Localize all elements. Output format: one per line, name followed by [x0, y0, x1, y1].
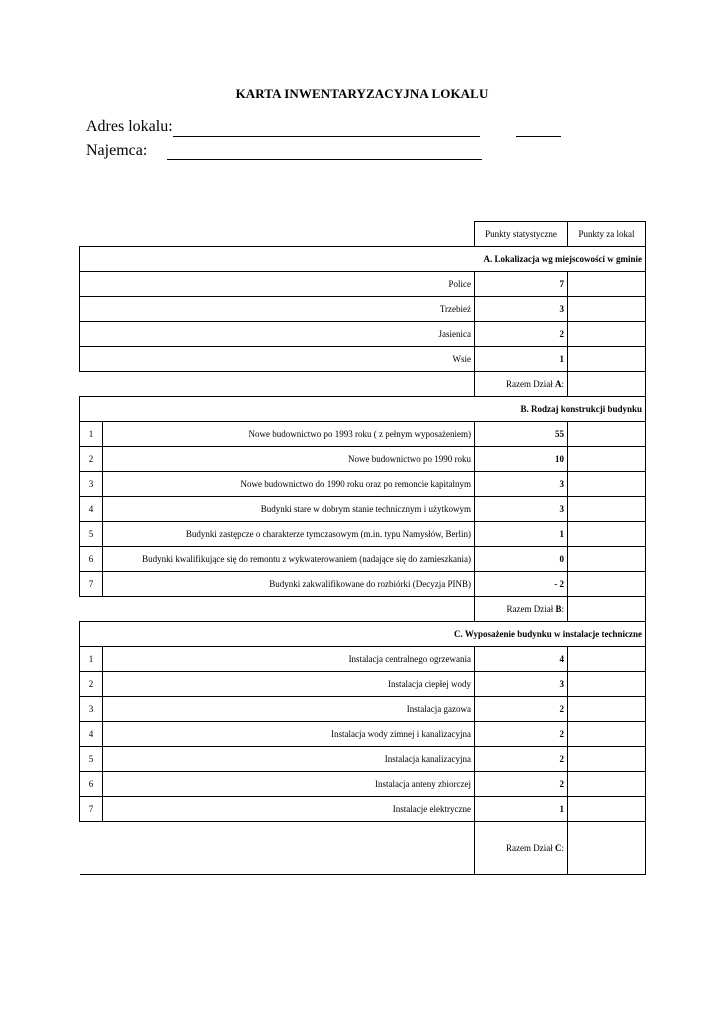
address-label: Adres lokalu: [86, 118, 173, 135]
section-c-title: C. Wyposażenie budynku w instalacje techniczne [80, 622, 646, 647]
table-row [80, 497, 646, 522]
table-row [80, 297, 646, 322]
row-points: 55 [475, 422, 568, 447]
row-unit-points-cell[interactable] [568, 347, 646, 372]
section-a-header [80, 247, 646, 272]
table-row [80, 722, 646, 747]
table-row [80, 422, 646, 447]
section-c-sum-cell[interactable] [568, 822, 646, 875]
row-unit-points-cell[interactable] [568, 672, 646, 697]
table-row [80, 647, 646, 672]
row-points: 2 [475, 322, 568, 347]
row-points: 3 [475, 672, 568, 697]
table-row [80, 797, 646, 822]
row-label: Instalacja centralnego ogrzewania [103, 647, 475, 672]
section-a-sum-label: Razem Dział A: [475, 372, 568, 397]
row-points: 2 [475, 747, 568, 772]
row-points: 3 [475, 497, 568, 522]
row-points: 2 [475, 772, 568, 797]
row-points: 3 [475, 472, 568, 497]
row-points: 1 [475, 797, 568, 822]
row-points: 1 [475, 522, 568, 547]
table-row [80, 472, 646, 497]
row-number: 6 [80, 547, 103, 572]
row-label: Budynki stare w dobrym stanie technicznym i użytkowym [103, 497, 475, 522]
row-label: Instalacja kanalizacyjna [103, 747, 475, 772]
row-points: 0 [475, 547, 568, 572]
row-points: 2 [475, 697, 568, 722]
row-number: 1 [80, 647, 103, 672]
address-number-input-line[interactable] [516, 136, 561, 137]
row-label: Budynki kwalifikujące się do remontu z wykwaterowaniem (nadające się do zamieszkania) [103, 547, 475, 572]
row-unit-points-cell[interactable] [568, 647, 646, 672]
header-unit-points: Punkty za lokal [568, 222, 646, 247]
sum-spacer [80, 822, 475, 875]
row-unit-points-cell[interactable] [568, 447, 646, 472]
row-label: Nowe budownictwo po 1993 roku ( z pełnym wyposażeniem) [103, 422, 475, 447]
tenant-label: Najemca: [86, 142, 148, 159]
row-number: 3 [80, 697, 103, 722]
tenant-input-line[interactable] [167, 159, 482, 160]
inventory-table [79, 221, 646, 875]
row-unit-points-cell[interactable] [568, 697, 646, 722]
table-row [80, 672, 646, 697]
row-points: 3 [475, 297, 568, 322]
table-row [80, 772, 646, 797]
section-b-sum-cell[interactable] [568, 597, 646, 622]
row-label: Police [80, 272, 475, 297]
section-c-sum-row [80, 822, 646, 875]
row-label: Instalacja gazowa [103, 697, 475, 722]
table-header-row [80, 222, 646, 247]
row-label: Instalacje elektryczne [103, 797, 475, 822]
section-c-header [80, 622, 646, 647]
row-unit-points-cell[interactable] [568, 547, 646, 572]
section-b-header [80, 397, 646, 422]
row-label: Budynki zastępcze o charakterze tymczasowym (m.in. typu Namysłów, Berlin) [103, 522, 475, 547]
form-title: KARTA INWENTARYZACYJNA LOKALU [235, 86, 489, 101]
row-label: Nowe budownictwo do 1990 roku oraz po remoncie kapitalnym [103, 472, 475, 497]
row-points: - 2 [475, 572, 568, 597]
row-label: Trzebież [80, 297, 475, 322]
row-number: 1 [80, 422, 103, 447]
row-number: 4 [80, 497, 103, 522]
row-label: Nowe budownictwo po 1990 roku [103, 447, 475, 472]
table-row [80, 322, 646, 347]
row-number: 7 [80, 797, 103, 822]
section-b-sum-label: Razem Dział B: [475, 597, 568, 622]
section-b-title: B. Rodzaj konstrukcji budynku [80, 397, 646, 422]
sum-spacer [80, 372, 475, 397]
row-unit-points-cell[interactable] [568, 572, 646, 597]
row-unit-points-cell[interactable] [568, 422, 646, 447]
section-b-sum-row [80, 597, 646, 622]
row-number: 5 [80, 522, 103, 547]
row-unit-points-cell[interactable] [568, 772, 646, 797]
row-points: 2 [475, 722, 568, 747]
row-number: 5 [80, 747, 103, 772]
row-unit-points-cell[interactable] [568, 322, 646, 347]
address-input-line[interactable] [173, 136, 480, 137]
row-number: 4 [80, 722, 103, 747]
table-row [80, 347, 646, 372]
row-label: Instalacja anteny zbiorczej [103, 772, 475, 797]
table-row [80, 522, 646, 547]
section-a-sum-row [80, 372, 646, 397]
row-label: Instalacja wody zimnej i kanalizacyjna [103, 722, 475, 747]
table-row [80, 747, 646, 772]
section-a-title: A. Lokalizacja wg miejscowości w gminie [80, 247, 646, 272]
row-points: 1 [475, 347, 568, 372]
row-unit-points-cell[interactable] [568, 747, 646, 772]
row-label: Wsie [80, 347, 475, 372]
row-points: 4 [475, 647, 568, 672]
row-number: 7 [80, 572, 103, 597]
row-unit-points-cell[interactable] [568, 297, 646, 322]
row-unit-points-cell[interactable] [568, 472, 646, 497]
section-c-sum-label: Razem Dział C: [475, 822, 568, 875]
row-label: Instalacja ciepłej wody [103, 672, 475, 697]
table-row [80, 697, 646, 722]
header-stat-points: Punkty statystyczne [475, 222, 568, 247]
header-spacer [80, 222, 475, 247]
row-unit-points-cell[interactable] [568, 797, 646, 822]
row-number: 2 [80, 447, 103, 472]
sum-spacer [80, 597, 475, 622]
row-number: 2 [80, 672, 103, 697]
row-label: Budynki zakwalifikowane do rozbiórki (Decyzja PINB) [103, 572, 475, 597]
row-unit-points-cell[interactable] [568, 272, 646, 297]
row-unit-points-cell[interactable] [568, 497, 646, 522]
row-points: 7 [475, 272, 568, 297]
table-row [80, 272, 646, 297]
section-a-sum-cell[interactable] [568, 372, 646, 397]
table-row [80, 447, 646, 472]
row-label: Jasienica [80, 322, 475, 347]
table-row [80, 572, 646, 597]
row-number: 6 [80, 772, 103, 797]
row-unit-points-cell[interactable] [568, 722, 646, 747]
row-number: 3 [80, 472, 103, 497]
row-points: 10 [475, 447, 568, 472]
row-unit-points-cell[interactable] [568, 522, 646, 547]
table-row [80, 547, 646, 572]
